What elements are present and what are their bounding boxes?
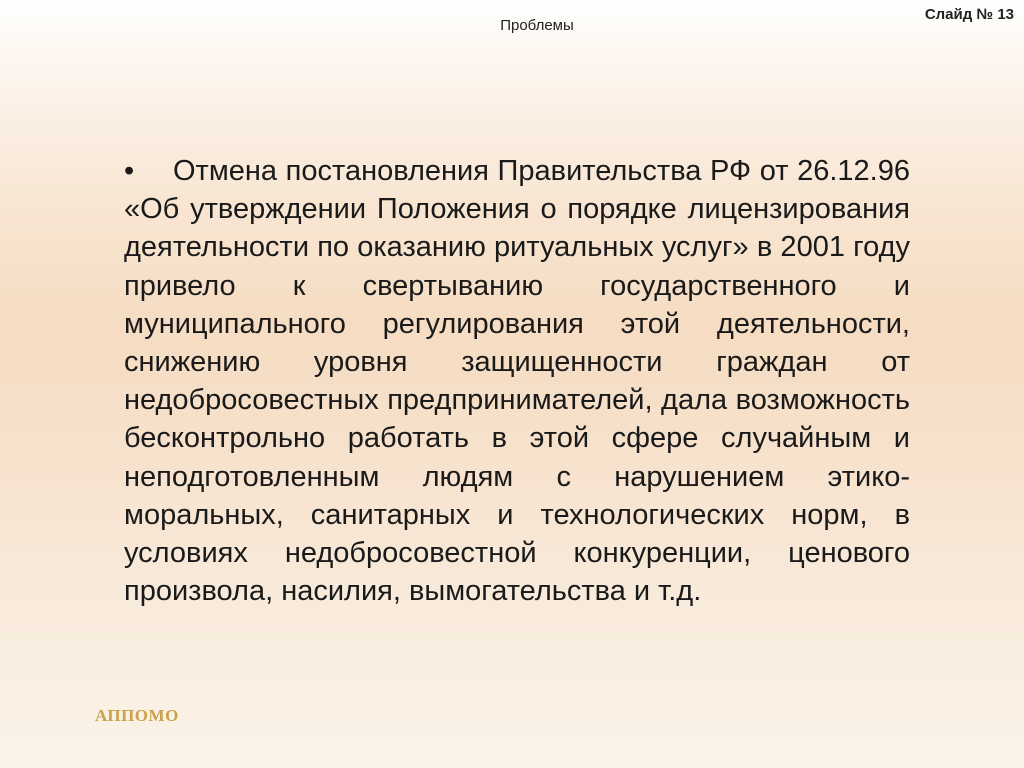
bullet-paragraph (124, 152, 910, 610)
bullet-marker: • (124, 155, 135, 187)
footer-logo: АППОМО (95, 706, 179, 725)
slide-title: Проблемы (500, 17, 574, 34)
slide-number: Слайд № 13 (924, 6, 1014, 23)
bullet-text: Отмена постановления Правительства РФ от 26.12.96 «Об утверждении Положения о порядке лицензирования деятельности по оказанию ритуальных услуг» в 2001 году привело к свертыванию государственного и муниципального регулирования этой деятельности, снижению уровня защищенности граждан от недобросовестных предпринимателей, дала возможность бесконтрольно работать в этой сфере случайным и неподготовленным людям с нарушением этико-моральных, санитарных и технологических норм, в условиях недобросовестной конкуренции, ценового произвола, насилия, вымогательства и т.д. (124, 155, 910, 608)
